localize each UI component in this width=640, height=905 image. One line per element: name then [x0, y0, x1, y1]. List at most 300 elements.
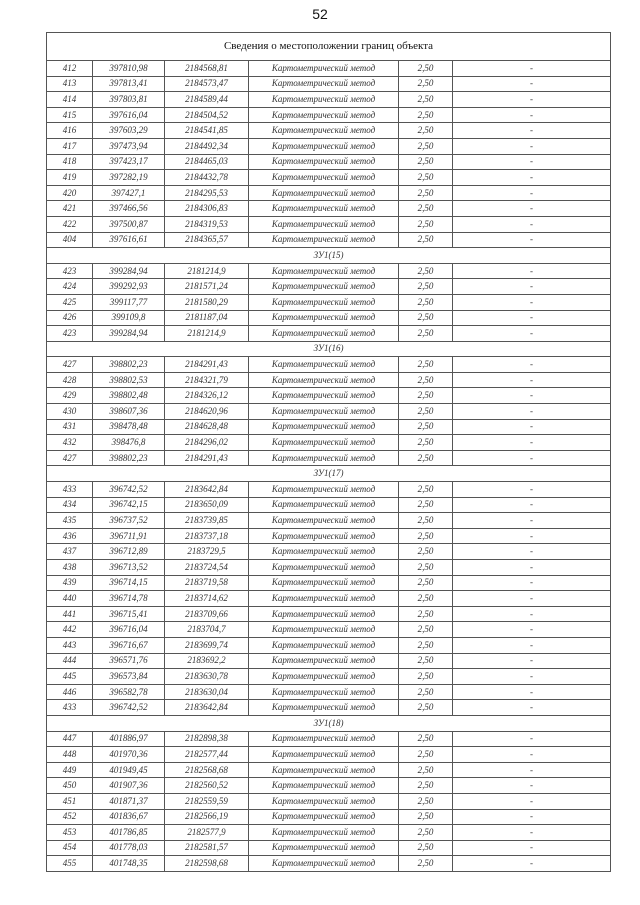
x-coordinate-cell: 398802,48 [93, 388, 165, 404]
x-coordinate-cell: 396737,52 [93, 513, 165, 529]
y-coordinate-cell: 2183699,74 [165, 637, 249, 653]
x-coordinate-cell: 396582,78 [93, 684, 165, 700]
x-coordinate-cell: 396571,76 [93, 653, 165, 669]
point-number-cell: 418 [47, 154, 93, 170]
description-cell: - [453, 684, 611, 700]
description-cell: - [453, 294, 611, 310]
y-coordinate-cell: 2184291,43 [165, 450, 249, 466]
point-number-cell: 439 [47, 575, 93, 591]
table-row [47, 372, 611, 388]
accuracy-cell: 2,50 [399, 622, 453, 638]
point-number-cell: 443 [47, 637, 93, 653]
point-number-cell: 441 [47, 606, 93, 622]
method-cell: Картометрический метод [249, 637, 399, 653]
accuracy-cell: 2,50 [399, 310, 453, 326]
point-number-cell: 440 [47, 591, 93, 607]
table-row [47, 232, 611, 248]
point-number-cell: 451 [47, 793, 93, 809]
accuracy-cell: 2,50 [399, 809, 453, 825]
table-row [47, 544, 611, 560]
accuracy-cell: 2,50 [399, 326, 453, 342]
description-cell: - [453, 637, 611, 653]
table-row [47, 762, 611, 778]
section-row [47, 466, 611, 482]
point-number-cell: 428 [47, 372, 93, 388]
table-row [47, 170, 611, 186]
table-row [47, 404, 611, 420]
description-cell: - [453, 731, 611, 747]
method-cell: Картометрический метод [249, 138, 399, 154]
point-number-cell: 432 [47, 435, 93, 451]
method-cell: Картометрический метод [249, 263, 399, 279]
table-row [47, 825, 611, 841]
description-cell: - [453, 419, 611, 435]
point-number-cell: 415 [47, 107, 93, 123]
point-number-cell: 452 [47, 809, 93, 825]
y-coordinate-cell: 2183630,04 [165, 684, 249, 700]
y-coordinate-cell: 2181187,04 [165, 310, 249, 326]
description-cell: - [453, 201, 611, 217]
y-coordinate-cell: 2184620,96 [165, 404, 249, 420]
table-row [47, 294, 611, 310]
x-coordinate-cell: 399284,94 [93, 326, 165, 342]
y-coordinate-cell: 2183719,58 [165, 575, 249, 591]
accuracy-cell: 2,50 [399, 762, 453, 778]
description-cell: - [453, 435, 611, 451]
method-cell: Картометрический метод [249, 404, 399, 420]
method-cell: Картометрический метод [249, 840, 399, 856]
accuracy-cell: 2,50 [399, 856, 453, 872]
method-cell: Картометрический метод [249, 856, 399, 872]
description-cell: - [453, 762, 611, 778]
accuracy-cell: 2,50 [399, 793, 453, 809]
description-cell: - [453, 793, 611, 809]
section-row [47, 715, 611, 731]
table-title-row [47, 33, 611, 61]
x-coordinate-cell: 398478,48 [93, 419, 165, 435]
table-row [47, 669, 611, 685]
accuracy-cell: 2,50 [399, 372, 453, 388]
y-coordinate-cell: 2183692,2 [165, 653, 249, 669]
point-number-cell: 455 [47, 856, 93, 872]
description-cell: - [453, 575, 611, 591]
table-row [47, 76, 611, 92]
description-cell: - [453, 747, 611, 763]
x-coordinate-cell: 396742,52 [93, 700, 165, 716]
point-number-cell: 427 [47, 357, 93, 373]
method-cell: Картометрический метод [249, 653, 399, 669]
method-cell: Картометрический метод [249, 684, 399, 700]
accuracy-cell: 2,50 [399, 482, 453, 498]
section-label: ЗУ1(16) [47, 341, 611, 357]
table-row [47, 216, 611, 232]
point-number-cell: 450 [47, 778, 93, 794]
method-cell: Картометрический метод [249, 778, 399, 794]
y-coordinate-cell: 2183729,5 [165, 544, 249, 560]
accuracy-cell: 2,50 [399, 294, 453, 310]
accuracy-cell: 2,50 [399, 76, 453, 92]
method-cell: Картометрический метод [249, 528, 399, 544]
accuracy-cell: 2,50 [399, 731, 453, 747]
y-coordinate-cell: 2184306,83 [165, 201, 249, 217]
section-row [47, 248, 611, 264]
point-number-cell: 438 [47, 560, 93, 576]
y-coordinate-cell: 2183642,84 [165, 700, 249, 716]
point-number-cell: 422 [47, 216, 93, 232]
table-row [47, 700, 611, 716]
description-cell: - [453, 700, 611, 716]
accuracy-cell: 2,50 [399, 357, 453, 373]
point-number-cell: 419 [47, 170, 93, 186]
table-row [47, 684, 611, 700]
x-coordinate-cell: 401907,36 [93, 778, 165, 794]
accuracy-cell: 2,50 [399, 450, 453, 466]
method-cell: Картометрический метод [249, 76, 399, 92]
x-coordinate-cell: 397616,61 [93, 232, 165, 248]
page-number: 52 [312, 6, 328, 22]
description-cell: - [453, 669, 611, 685]
method-cell: Картометрический метод [249, 747, 399, 763]
description-cell: - [453, 653, 611, 669]
x-coordinate-cell: 397473,94 [93, 138, 165, 154]
description-cell: - [453, 778, 611, 794]
accuracy-cell: 2,50 [399, 201, 453, 217]
x-coordinate-cell: 398476,8 [93, 435, 165, 451]
x-coordinate-cell: 396714,15 [93, 575, 165, 591]
description-cell: - [453, 856, 611, 872]
accuracy-cell: 2,50 [399, 700, 453, 716]
y-coordinate-cell: 2183630,78 [165, 669, 249, 685]
x-coordinate-cell: 397500,87 [93, 216, 165, 232]
description-cell: - [453, 357, 611, 373]
point-number-cell: 413 [47, 76, 93, 92]
y-coordinate-cell: 2182598,68 [165, 856, 249, 872]
accuracy-cell: 2,50 [399, 154, 453, 170]
accuracy-cell: 2,50 [399, 170, 453, 186]
description-cell: - [453, 123, 611, 139]
section-row [47, 341, 611, 357]
accuracy-cell: 2,50 [399, 92, 453, 108]
method-cell: Картометрический метод [249, 482, 399, 498]
x-coordinate-cell: 396714,78 [93, 591, 165, 607]
y-coordinate-cell: 2183704,7 [165, 622, 249, 638]
x-coordinate-cell: 401836,67 [93, 809, 165, 825]
x-coordinate-cell: 399117,77 [93, 294, 165, 310]
point-number-cell: 435 [47, 513, 93, 529]
section-label: ЗУ1(18) [47, 715, 611, 731]
description-cell: - [453, 185, 611, 201]
accuracy-cell: 2,50 [399, 232, 453, 248]
y-coordinate-cell: 2184504,52 [165, 107, 249, 123]
description-cell: - [453, 544, 611, 560]
table-row [47, 497, 611, 513]
x-coordinate-cell: 397603,29 [93, 123, 165, 139]
y-coordinate-cell: 2181571,24 [165, 279, 249, 295]
method-cell: Картометрический метод [249, 622, 399, 638]
y-coordinate-cell: 2183709,66 [165, 606, 249, 622]
y-coordinate-cell: 2182581,57 [165, 840, 249, 856]
point-number-cell: 427 [47, 450, 93, 466]
description-cell: - [453, 591, 611, 607]
table-row [47, 419, 611, 435]
accuracy-cell: 2,50 [399, 419, 453, 435]
accuracy-cell: 2,50 [399, 404, 453, 420]
method-cell: Картометрический метод [249, 591, 399, 607]
point-number-cell: 453 [47, 825, 93, 841]
y-coordinate-cell: 2183724,54 [165, 560, 249, 576]
y-coordinate-cell: 2184321,79 [165, 372, 249, 388]
table-row [47, 154, 611, 170]
x-coordinate-cell: 398607,36 [93, 404, 165, 420]
table-row [47, 622, 611, 638]
x-coordinate-cell: 397810,98 [93, 61, 165, 77]
accuracy-cell: 2,50 [399, 575, 453, 591]
table-row [47, 560, 611, 576]
point-number-cell: 425 [47, 294, 93, 310]
description-cell: - [453, 388, 611, 404]
table-body [47, 33, 611, 872]
description-cell: - [453, 154, 611, 170]
table-row [47, 279, 611, 295]
x-coordinate-cell: 396742,15 [93, 497, 165, 513]
description-cell: - [453, 107, 611, 123]
y-coordinate-cell: 2183737,18 [165, 528, 249, 544]
accuracy-cell: 2,50 [399, 185, 453, 201]
description-cell: - [453, 825, 611, 841]
y-coordinate-cell: 2182559,59 [165, 793, 249, 809]
description-cell: - [453, 216, 611, 232]
x-coordinate-cell: 397427,1 [93, 185, 165, 201]
table-row [47, 606, 611, 622]
y-coordinate-cell: 2184295,53 [165, 185, 249, 201]
x-coordinate-cell: 397616,04 [93, 107, 165, 123]
point-number-cell: 420 [47, 185, 93, 201]
method-cell: Картометрический метод [249, 170, 399, 186]
point-number-cell: 426 [47, 310, 93, 326]
table-row [47, 653, 611, 669]
method-cell: Картометрический метод [249, 809, 399, 825]
table-row [47, 201, 611, 217]
y-coordinate-cell: 2184296,02 [165, 435, 249, 451]
y-coordinate-cell: 2184365,57 [165, 232, 249, 248]
table-row [47, 123, 611, 139]
x-coordinate-cell: 397466,56 [93, 201, 165, 217]
accuracy-cell: 2,50 [399, 684, 453, 700]
method-cell: Картометрический метод [249, 123, 399, 139]
method-cell: Картометрический метод [249, 731, 399, 747]
method-cell: Картометрический метод [249, 825, 399, 841]
method-cell: Картометрический метод [249, 450, 399, 466]
description-cell: - [453, 138, 611, 154]
y-coordinate-cell: 2181214,9 [165, 326, 249, 342]
x-coordinate-cell: 398802,53 [93, 372, 165, 388]
y-coordinate-cell: 2184492,34 [165, 138, 249, 154]
x-coordinate-cell: 401886,97 [93, 731, 165, 747]
point-number-cell: 417 [47, 138, 93, 154]
y-coordinate-cell: 2184326,12 [165, 388, 249, 404]
method-cell: Картометрический метод [249, 388, 399, 404]
y-coordinate-cell: 2184432,78 [165, 170, 249, 186]
accuracy-cell: 2,50 [399, 606, 453, 622]
table-title: Сведения о местоположении границ объекта [47, 33, 611, 61]
accuracy-cell: 2,50 [399, 669, 453, 685]
point-number-cell: 449 [47, 762, 93, 778]
point-number-cell: 414 [47, 92, 93, 108]
y-coordinate-cell: 2181214,9 [165, 263, 249, 279]
section-label: ЗУ1(15) [47, 248, 611, 264]
x-coordinate-cell: 397423,17 [93, 154, 165, 170]
x-coordinate-cell: 399292,93 [93, 279, 165, 295]
y-coordinate-cell: 2184589,44 [165, 92, 249, 108]
method-cell: Картометрический метод [249, 61, 399, 77]
method-cell: Картометрический метод [249, 497, 399, 513]
accuracy-cell: 2,50 [399, 544, 453, 560]
method-cell: Картометрический метод [249, 700, 399, 716]
accuracy-cell: 2,50 [399, 637, 453, 653]
point-number-cell: 446 [47, 684, 93, 700]
y-coordinate-cell: 2181580,29 [165, 294, 249, 310]
description-cell: - [453, 76, 611, 92]
point-number-cell: 429 [47, 388, 93, 404]
description-cell: - [453, 450, 611, 466]
accuracy-cell: 2,50 [399, 528, 453, 544]
description-cell: - [453, 61, 611, 77]
x-coordinate-cell: 397803,81 [93, 92, 165, 108]
table-row [47, 482, 611, 498]
y-coordinate-cell: 2183714,62 [165, 591, 249, 607]
table-row [47, 637, 611, 653]
method-cell: Картометрический метод [249, 513, 399, 529]
x-coordinate-cell: 401949,45 [93, 762, 165, 778]
y-coordinate-cell: 2184465,03 [165, 154, 249, 170]
point-number-cell: 424 [47, 279, 93, 295]
table-row [47, 840, 611, 856]
table-row [47, 107, 611, 123]
table-row [47, 185, 611, 201]
method-cell: Картометрический метод [249, 201, 399, 217]
point-number-cell: 423 [47, 263, 93, 279]
table-row [47, 357, 611, 373]
point-number-cell: 412 [47, 61, 93, 77]
x-coordinate-cell: 401748,35 [93, 856, 165, 872]
accuracy-cell: 2,50 [399, 123, 453, 139]
method-cell: Картометрический метод [249, 435, 399, 451]
method-cell: Картометрический метод [249, 310, 399, 326]
point-number-cell: 445 [47, 669, 93, 685]
method-cell: Картометрический метод [249, 419, 399, 435]
description-cell: - [453, 482, 611, 498]
accuracy-cell: 2,50 [399, 216, 453, 232]
x-coordinate-cell: 397282,19 [93, 170, 165, 186]
x-coordinate-cell: 396711,91 [93, 528, 165, 544]
point-number-cell: 433 [47, 482, 93, 498]
x-coordinate-cell: 401778,03 [93, 840, 165, 856]
method-cell: Картометрический метод [249, 216, 399, 232]
point-number-cell: 442 [47, 622, 93, 638]
method-cell: Картометрический метод [249, 560, 399, 576]
point-number-cell: 404 [47, 232, 93, 248]
x-coordinate-cell: 401871,37 [93, 793, 165, 809]
x-coordinate-cell: 396712,89 [93, 544, 165, 560]
method-cell: Картометрический метод [249, 92, 399, 108]
description-cell: - [453, 497, 611, 513]
x-coordinate-cell: 397813,41 [93, 76, 165, 92]
y-coordinate-cell: 2182577,44 [165, 747, 249, 763]
description-cell: - [453, 404, 611, 420]
point-number-cell: 444 [47, 653, 93, 669]
description-cell: - [453, 170, 611, 186]
y-coordinate-cell: 2184573,47 [165, 76, 249, 92]
x-coordinate-cell: 399109,8 [93, 310, 165, 326]
section-label: ЗУ1(17) [47, 466, 611, 482]
method-cell: Картометрический метод [249, 326, 399, 342]
table-row [47, 747, 611, 763]
description-cell: - [453, 606, 611, 622]
accuracy-cell: 2,50 [399, 591, 453, 607]
y-coordinate-cell: 2184291,43 [165, 357, 249, 373]
table-row [47, 778, 611, 794]
accuracy-cell: 2,50 [399, 747, 453, 763]
point-number-cell: 433 [47, 700, 93, 716]
table-row [47, 388, 611, 404]
method-cell: Картометрический метод [249, 185, 399, 201]
method-cell: Картометрический метод [249, 279, 399, 295]
x-coordinate-cell: 399284,94 [93, 263, 165, 279]
x-coordinate-cell: 396742,52 [93, 482, 165, 498]
table-row [47, 435, 611, 451]
point-number-cell: 448 [47, 747, 93, 763]
point-number-cell: 423 [47, 326, 93, 342]
y-coordinate-cell: 2182568,68 [165, 762, 249, 778]
x-coordinate-cell: 396716,67 [93, 637, 165, 653]
x-coordinate-cell: 396713,52 [93, 560, 165, 576]
point-number-cell: 431 [47, 419, 93, 435]
method-cell: Картометрический метод [249, 606, 399, 622]
description-cell: - [453, 372, 611, 388]
accuracy-cell: 2,50 [399, 435, 453, 451]
description-cell: - [453, 528, 611, 544]
table-row [47, 731, 611, 747]
x-coordinate-cell: 398802,23 [93, 450, 165, 466]
table-row [47, 513, 611, 529]
y-coordinate-cell: 2182560,52 [165, 778, 249, 794]
y-coordinate-cell: 2182577,9 [165, 825, 249, 841]
x-coordinate-cell: 401970,36 [93, 747, 165, 763]
table-row [47, 575, 611, 591]
table-row [47, 528, 611, 544]
y-coordinate-cell: 2183739,85 [165, 513, 249, 529]
description-cell: - [453, 809, 611, 825]
accuracy-cell: 2,50 [399, 497, 453, 513]
description-cell: - [453, 560, 611, 576]
accuracy-cell: 2,50 [399, 279, 453, 295]
method-cell: Картометрический метод [249, 544, 399, 560]
method-cell: Картометрический метод [249, 357, 399, 373]
method-cell: Картометрический метод [249, 762, 399, 778]
table-row [47, 61, 611, 77]
y-coordinate-cell: 2184319,53 [165, 216, 249, 232]
y-coordinate-cell: 2183642,84 [165, 482, 249, 498]
y-coordinate-cell: 2182566,19 [165, 809, 249, 825]
accuracy-cell: 2,50 [399, 560, 453, 576]
accuracy-cell: 2,50 [399, 61, 453, 77]
accuracy-cell: 2,50 [399, 840, 453, 856]
y-coordinate-cell: 2184568,81 [165, 61, 249, 77]
x-coordinate-cell: 396716,04 [93, 622, 165, 638]
method-cell: Картометрический метод [249, 232, 399, 248]
x-coordinate-cell: 396573,84 [93, 669, 165, 685]
table-row [47, 326, 611, 342]
